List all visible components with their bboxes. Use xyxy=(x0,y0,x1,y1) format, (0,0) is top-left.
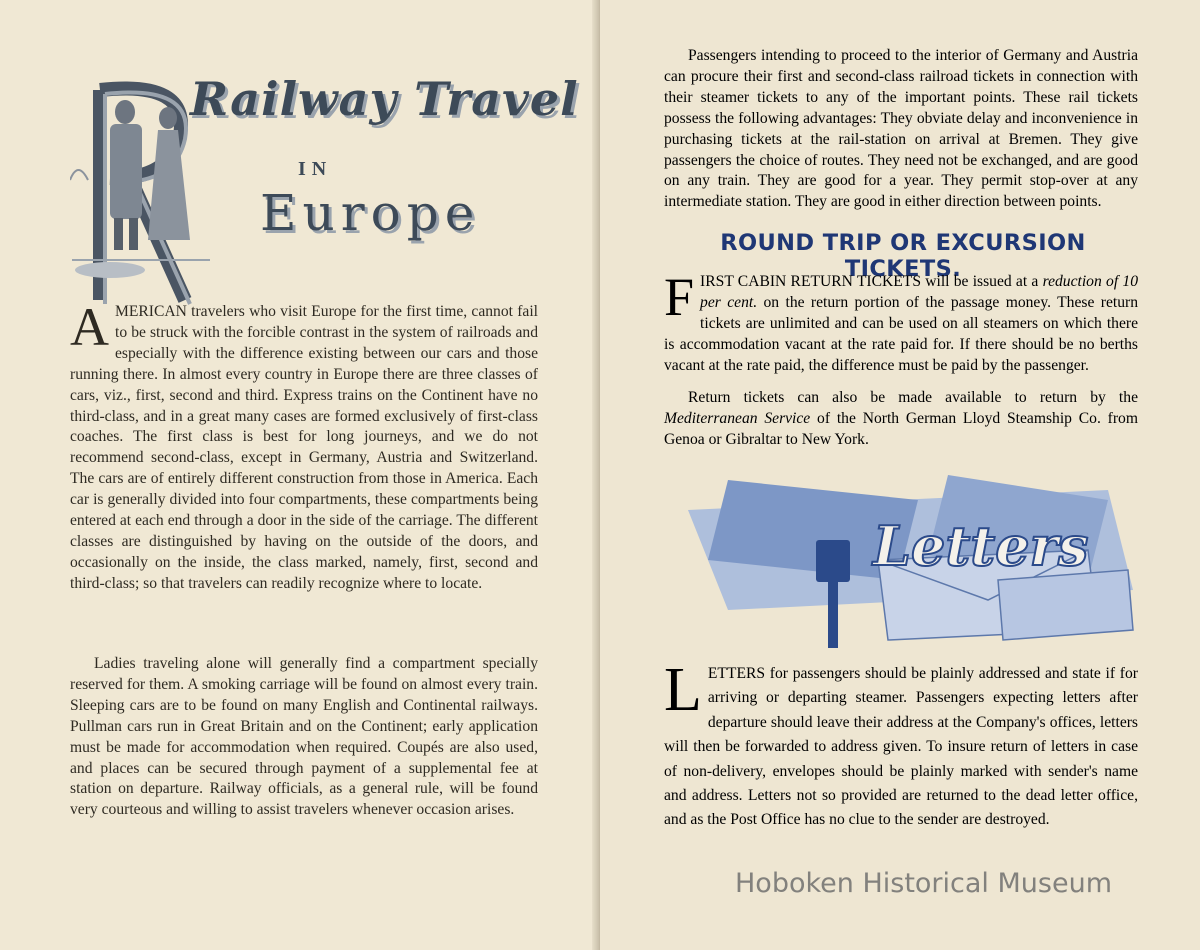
rt-lead: IRST CABIN RETURN TICKETS xyxy=(700,273,921,290)
round-trip-heading: ROUND TRIP OR EXCURSION TICKETS. xyxy=(720,230,1086,282)
letters-lead: ETTERS xyxy=(707,665,766,682)
letters-banner-text: Letters xyxy=(873,514,1089,578)
title-line1: Railway Travel xyxy=(190,72,579,126)
mediterranean-paragraph xyxy=(664,388,1138,451)
rt-italic: reduction of 10 per cent. xyxy=(700,273,1138,311)
rt2-italic: Mediterranean Service xyxy=(664,409,811,427)
title-line3: Europe xyxy=(260,184,481,242)
dropcap-l: L xyxy=(664,656,702,724)
letters-text: for passengers should be plainly addressed and state if for arriving or departing steamer. Passengers expecting letters after departure should leave their address at the Company's offices, letters will then be forwarded to address given. To insure return of letters in case of non-delivery, envelopes should be plainly marked with sender's name and address. Letters not so provided are returned to the dead letter office, and as the Post Office has no clue to the sender are destroyed. xyxy=(664,665,1138,829)
dropcap-f: F xyxy=(664,267,695,327)
rt2-text-a: Return tickets can also be made available to return by the xyxy=(688,389,1138,406)
title-illustration xyxy=(70,60,579,320)
return-tickets-paragraph xyxy=(664,267,1139,377)
rt2-text-b: of the North German Lloyd Steamship Co. from Genoa or Gibraltar to New York. xyxy=(664,409,1138,448)
letters-paragraph xyxy=(664,656,1138,833)
intro-paragraph xyxy=(70,297,538,595)
left-page xyxy=(0,0,598,950)
rt-text-a: will be issued at a xyxy=(921,273,1043,290)
rail-tickets-paragraph: Passengers intending to proceed to the interior of Germany and Austria can procure their first and second-class railroad tickets in connection with their steamer tickets to any of the important points. These rail tickets possess the following advantages: They obviate delay and inconvenience in purchasing tickets at the rail-station on arrival at Bremen. They give passengers the choice of routes. They need not be exchanged, and are good on any train. They are good for a year. They permit stop-over at any intermediate station. They are good in either direction between points. xyxy=(664,47,1138,211)
ladies-paragraph: Ladies traveling alone will generally find a compartment specially reserved for them. A smoking carriage will be found on almost every train. Sleeping cars are to be found on many English and Continental railways. Pullman cars run in Great Britain and on the Continent; early application must be made for accommodation when required. Coupés are also used, and places can be secured through payment of a supplemental fee at station on departure. Railway officials, as a general rule, will be found very courteous and willing to assist travelers whenever occasion arises. xyxy=(70,655,538,819)
intro-lead: MERICAN xyxy=(115,303,187,320)
title-line2: IN xyxy=(298,158,333,180)
envelopes-mailbox-illustration xyxy=(668,470,1138,650)
letters-illustration xyxy=(668,470,1138,650)
dropcap-a: A xyxy=(70,297,109,357)
intro-text: travelers who visit Europe for the first time, cannot fail to be struck with the forcible contrast in the system of railroads and especially with the difference existing between our cars and those running there. In almost every country in Europe there are three classes of cars, viz., first, second and third. Express trains on the Continent have no third-class, and in a great many cases are formed exclusively of first-class coaches. The first class is best for long journeys, and we do not recommend second-class, except in Germany, Austria and Switzerland. The cars are of entirely different construction from those in America. Each car is generally divided into four compartments, these compartments being entered at each end through a door in the side of the carriage. The different classes are distinguished by having on the outside of the doors, and occasionally on the inside, the class marked, namely, first, second and third-class; so that travelers can readily recognize where to locate. xyxy=(70,303,538,592)
museum-watermark: Hoboken Historical Museum xyxy=(735,868,1113,899)
rt-text-b: on the return portion of the passage money. These return tickets are unlimited and can be used on all steamers on which there is accommodation vacant at the rate paid for. If there should be no berths vacant at the rate paid, the difference must be paid by the passenger. xyxy=(664,293,1139,374)
